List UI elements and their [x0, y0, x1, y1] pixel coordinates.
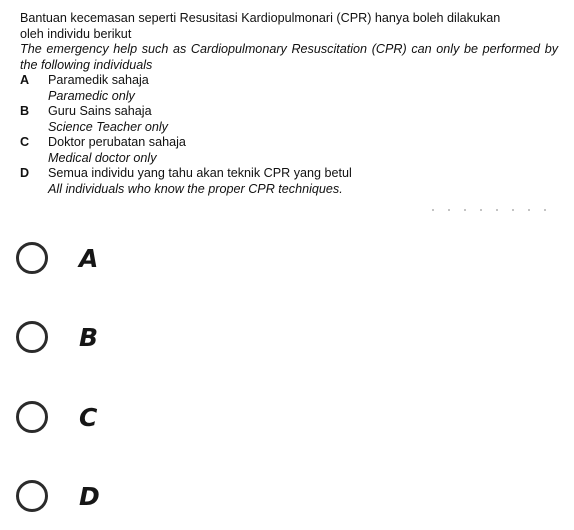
option-a-text-english: Paramedic only	[48, 88, 135, 103]
question-text-malay-line-1: Bantuan kecemasan seperti Resusitasi Kardiopulmonari (CPR) hanya boleh dilakukan	[20, 11, 501, 25]
radio-circle-icon[interactable]	[16, 321, 48, 353]
option-b	[20, 104, 558, 135]
answer-choice-a-label[interactable]: A	[79, 243, 99, 273]
answer-choice-b[interactable]	[16, 321, 98, 353]
radio-circle-icon[interactable]	[16, 242, 48, 274]
option-b-text-english: Science Teacher only	[48, 119, 168, 134]
answer-choice-c-label[interactable]: C	[79, 402, 98, 432]
option-d	[20, 166, 558, 197]
option-a-letter: A	[20, 73, 30, 87]
radio-circle-icon[interactable]	[16, 480, 48, 512]
option-a	[20, 73, 558, 104]
option-c-text-english: Medical doctor only	[48, 150, 157, 165]
option-a-text-malay: Paramedik sahaja	[48, 73, 149, 87]
answer-choice-b-label[interactable]: B	[79, 322, 99, 352]
faint-dotted-line	[425, 209, 560, 211]
question-text-malay-line-2: oleh individu berikut	[20, 26, 132, 41]
option-b-letter: B	[20, 104, 30, 118]
option-d-letter: D	[20, 166, 30, 180]
option-c	[20, 135, 558, 166]
question-block	[20, 11, 558, 197]
option-c-text-malay: Doktor perubatan sahaja	[48, 135, 186, 149]
option-d-text-malay: Semua individu yang tahu akan teknik CPR yang betul	[48, 166, 352, 180]
answer-choice-d-label[interactable]: D	[79, 481, 100, 511]
answer-choice-a[interactable]	[16, 242, 98, 274]
question-text-english: The emergency help such as Cardiopulmonary Resuscitation (CPR) can only be performed by the following individuals	[20, 42, 558, 72]
option-d-text-english: All individuals who know the proper CPR techniques.	[48, 181, 343, 196]
radio-circle-icon[interactable]	[16, 401, 48, 433]
answer-choice-d[interactable]	[16, 480, 100, 512]
option-b-text-malay: Guru Sains sahaja	[48, 104, 152, 118]
option-c-letter: C	[20, 135, 30, 149]
answer-choice-c[interactable]	[16, 401, 97, 433]
